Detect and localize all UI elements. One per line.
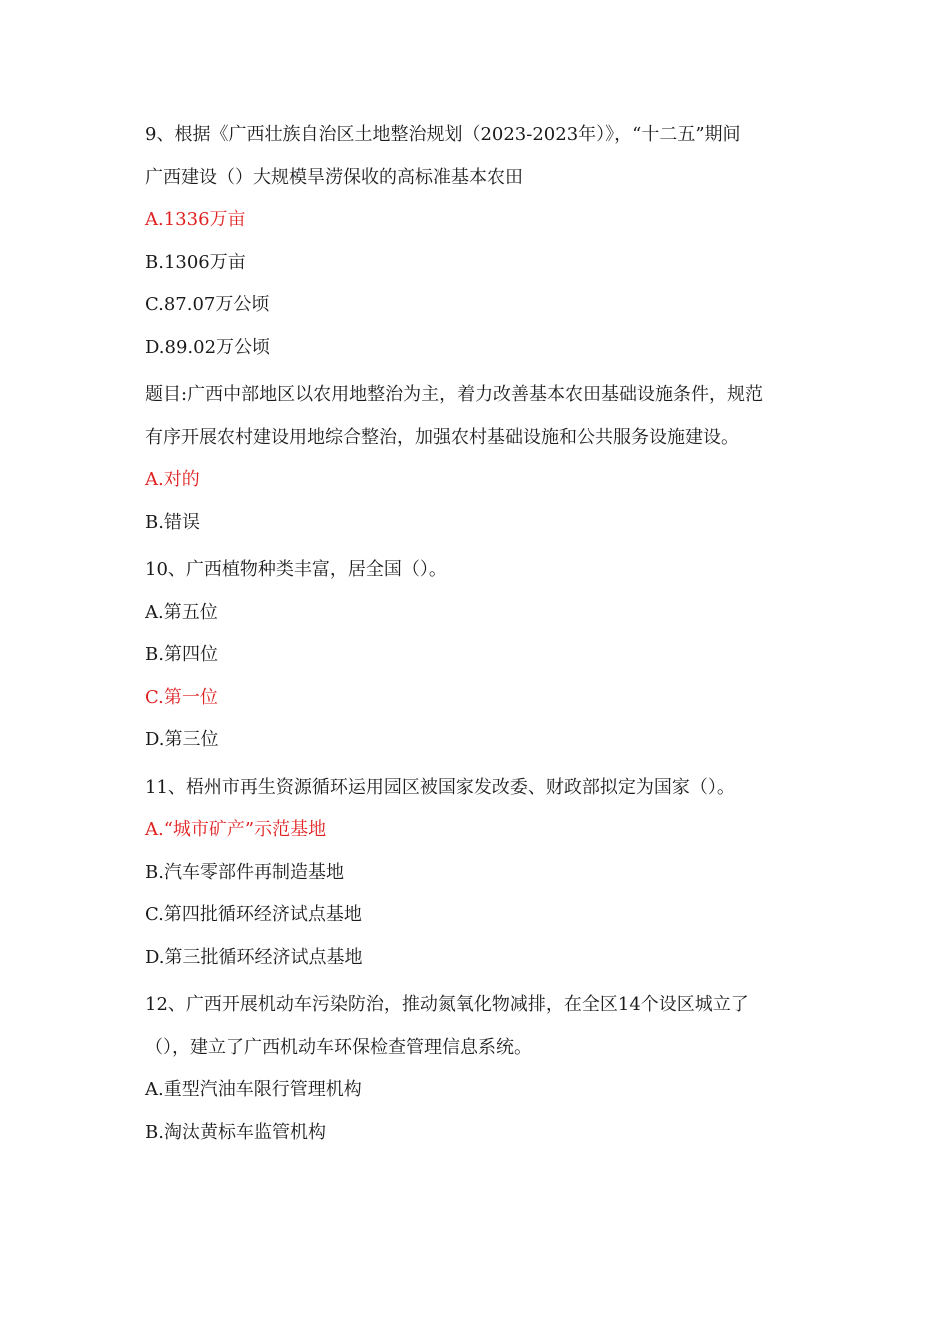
option-11-b: B.汽车零部件再制造基地 [145,862,344,883]
option-10-d: D.第三位 [145,729,219,750]
option-11-c: C.第四批循环经济试点基地 [145,904,362,925]
option-9-a: A.1336万亩 [145,209,246,230]
option-10-b: B.第四位 [145,644,218,665]
option-10-a: A.第五位 [145,602,218,623]
option-12-a: A.重型汽油车限行管理机构 [145,1079,362,1100]
option-11-a: A.“城市矿产”示范基地 [145,819,327,840]
option-11-d: D.第三批循环经济试点基地 [145,947,363,968]
question-11-line-1: 11、梧州市再生资源循环运用园区被国家发改委、财政部拟定为国家（）。 [145,777,735,798]
option-tf-a: A.对的 [145,469,200,490]
question-9-line-2: 广西建设（）大规模旱涝保收的高标准基本农田 [145,167,523,188]
question-tf-line-2: 有序开展农村建设用地综合整治，加强农村基础设施和公共服务设施建设。 [145,427,739,448]
question-10-line-1: 10、广西植物种类丰富，居全国（）。 [145,559,447,580]
question-12-line-1: 12、广西开展机动车污染防治，推动氮氧化物减排，在全区14个设区城立了 [145,994,749,1015]
option-9-c: C.87.07万公顷 [145,294,270,315]
question-9-line-1: 9、根据《广西壮族自治区土地整治规划（2023-2023年）》，“十二五”期间 [145,124,741,145]
option-tf-b: B.错误 [145,512,200,533]
option-10-c: C.第一位 [145,687,218,708]
option-9-b: B.1306万亩 [145,252,246,273]
question-12-line-2: （），建立了广西机动车环保检查管理信息系统。 [145,1037,532,1058]
option-9-d: D.89.02万公顷 [145,337,271,358]
question-tf-line-1: 题目:广西中部地区以农用地整治为主，着力改善基本农田基础设施条件，规范 [145,384,764,405]
option-12-b: B.淘汰黄标车监管机构 [145,1122,326,1143]
